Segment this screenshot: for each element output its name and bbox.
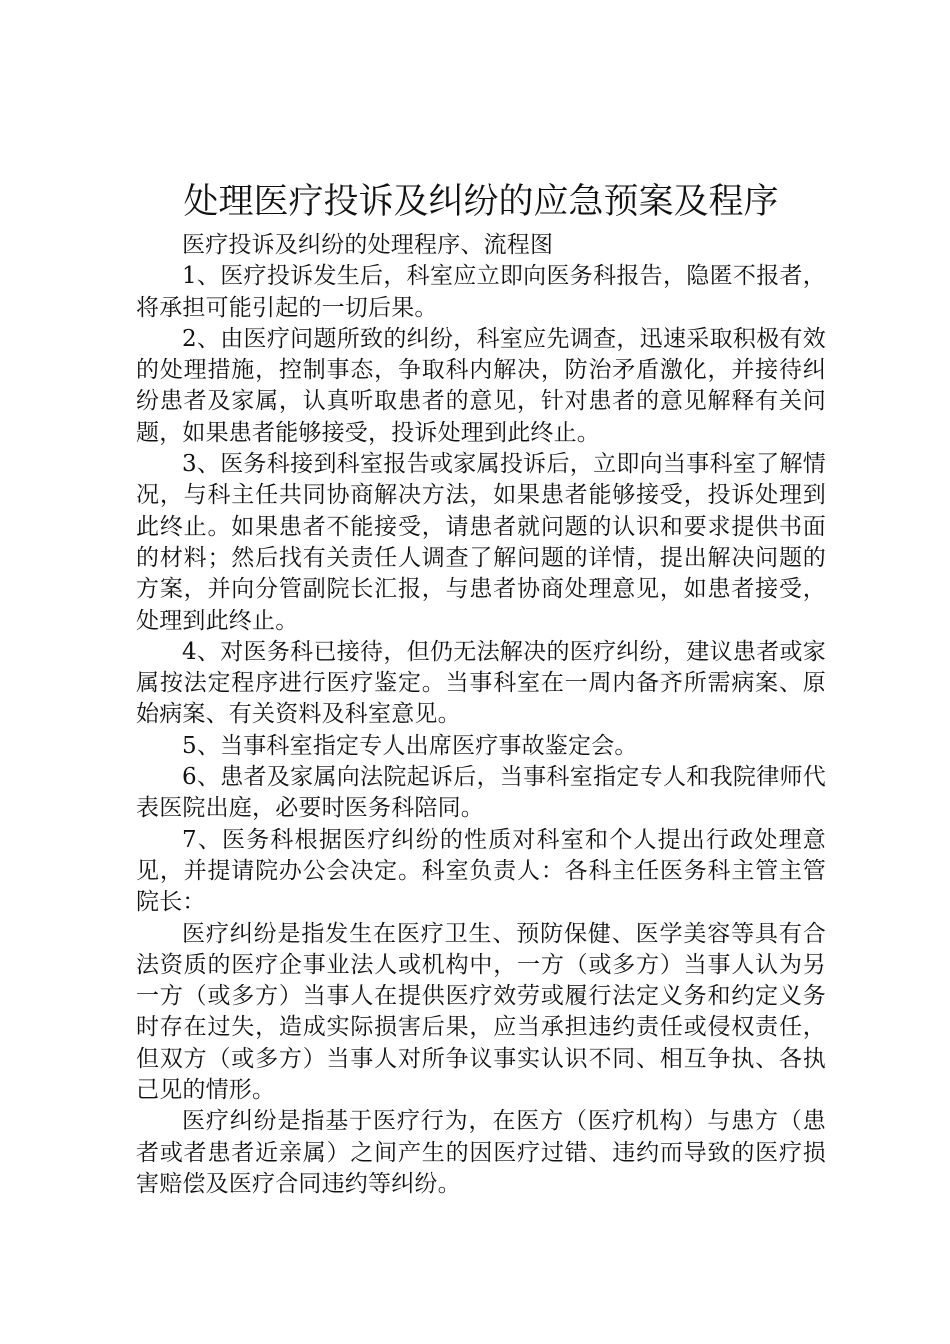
paragraph-step-1: 1、医疗投诉发生后，科室应立即向医务科报告，隐匿不报者，将承担可能引起的一切后果。 [136,263,826,321]
paragraph-definition-2: 医疗纠纷是指基于医疗行为，在医方（医疗机构）与患方（患者或者患者近亲属）之间产生的因医疗过错、违约而导致的医疗损害赔偿及医疗合同违约等纠纷。 [136,1108,826,1197]
paragraph-step-2: 2、由医疗问题所致的纠纷，科室应先调查，迅速采取积极有效的处理措施，控制事态，争取科内解决，防治矛盾激化，并接待纠纷患者及家属，认真听取患者的意见，针对患者的意见解释有关问题，如果患者能够接受，投诉处理到此终止。 [136,325,826,446]
paragraph-step-4: 4、对医务科已接待，但仍无法解决的医疗纠纷，建议患者或家属按法定程序进行医疗鉴定。当事科室在一周内备齐所需病案、原始病案、有关资料及科室意见。 [136,638,826,728]
paragraph-step-7: 7、医务科根据医疗纠纷的性质对科室和个人提出行政处理意见，并提请院办公会决定。科室负责人：各科主任医务科主管主管院长： [136,826,826,916]
paragraph-step-5: 5、当事科室指定专人出席医疗事故鉴定会。 [182,732,638,759]
document-title: 处理医疗投诉及纠纷的应急预案及程序 [183,182,779,222]
paragraph-flowchart-heading: 医疗投诉及纠纷的处理程序、流程图 [182,232,554,258]
document-page [136,178,826,1200]
paragraph-definition-1: 医疗纠纷是指发生在医疗卫生、预防保健、医学美容等具有合法资质的医疗企事业法人或机构中，一方（或多方）当事人认为另一方（或多方）当事人在提供医疗效劳或履行法定义务和约定义务时存在过失，造成实际损害后果，应当承担违约责任或侵权责任，但双方（或多方）当事人对所争议事实认识不同、相互争执、各执己见的情形。 [136,920,826,1104]
paragraph-step-6: 6、患者及家属向法院起诉后，当事科室指定专人和我院律师代表医院出庭，必要时医务科陪同。 [136,764,826,822]
paragraph-step-3: 3、医务科接到科室报告或家属投诉后，立即向当事科室了解情况，与科主任共同协商解决方法，如果患者能够接受，投诉处理到此终止。如果患者不能接受，请患者就问题的认识和要求提供书面的材料；然后找有关责任人调查了解问题的详情，提出解决问题的方案，并向分管副院长汇报，与患者协商处理意见，如患者接受，处理到此终止。 [136,451,826,634]
